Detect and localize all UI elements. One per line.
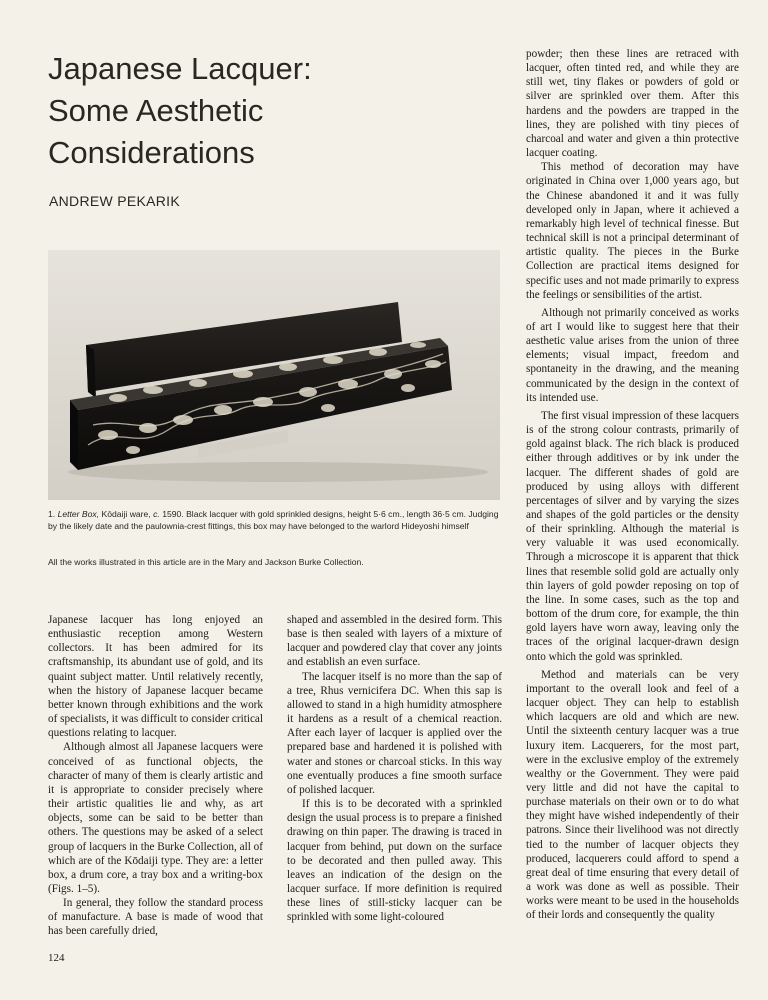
letter-box-photo xyxy=(48,250,500,500)
paragraph: shaped and assembled in the desired form. This base is then sealed with layers of a mixture of lacquer and powdered clay that cover any joints and establish an even surface. xyxy=(287,614,502,669)
paragraph: This method of decoration may have originated in China over 1,000 years ago, but the Chinese abandoned it and it was fully developed only in Japan, where it achieved a remarkably high level of technical finesse. But technical skill is not a principal determinant of artistic quality. The pieces in the Burke Collection are practical items designed for specific uses and not made primarily to express the feelings or sensibilities of the artist. xyxy=(526,161,739,301)
title-line: Some Aesthetic xyxy=(48,93,264,128)
collection-note: All the works illustrated in this article are in the Mary and Jackson Burke Collection. xyxy=(48,557,364,567)
letter-box-illustration xyxy=(48,250,500,500)
paragraph: If this is to be decorated with a sprinkled design the usual process is to prepare a finished drawing on thin paper. The drawing is traced in lacquer from behind, put down on the surface to be decorated and then pulled away. This leaves an indication of the design on the lacquer surface. If more definition is required these lines of still-sticky lacquer can be sprinkled with some light-coloured xyxy=(287,798,502,924)
figure-circa: c. xyxy=(153,509,160,519)
figure-ware: Kōdaiji ware, xyxy=(101,509,151,519)
paragraph: Although almost all Japanese lacquers were conceived of as functional objects, the character of many of them is clearly artistic and it is appropriate to consider precisely where their artistic qualities lie and why, as art objects, some can be said to be better than others. The questions may be asked of a select group of lacquers in the Burke Collection, all of which are of the Kōdaiji type. They are: a letter box, a drum core, a tray box and a writing-box (Figs. 1–5). xyxy=(48,741,263,895)
figure-caption xyxy=(48,508,503,533)
paragraph: In general, they follow the standard process of manufacture. A base is made of wood that has been carefully dried, xyxy=(48,897,263,938)
article-title xyxy=(48,48,388,174)
paragraph: Method and materials can be very important to the overall look and feel of a lacquer object. They can help to establish which lacquers are old and which are new. Until the sixteenth century lacquer was a true luxury item. Lacquerers, for the most part, were in the exclusive employ of the extremely wealthy or the Government. They were paid very little and did not have the capital to purchase materials on their own or to do what they might have wished independently of their patrons. Since their livelihood was not directly tied to the number of lacquer objects they produced, lacquerers could afford to spend a great deal of time ensuring that every detail of a work was done as well as possible. Their works were meant to be used in the households of their lords and consequently the quality xyxy=(526,668,739,922)
text-column-1 xyxy=(48,613,263,939)
title-line: Japanese Lacquer: xyxy=(48,51,312,86)
paragraph: Japanese lacquer has long enjoyed an enthusiastic reception among Western collectors. It has been admired for its craftsmanship, its abundant use of gold, and its quaint subject matter. Until relatively recently, when the history of Japanese lacquer became better known through exhibitions and the work of specialists, it was difficult to consider critical questions relating to lacquer. xyxy=(48,614,263,740)
title-line: Considerations xyxy=(48,135,255,170)
figure-caption-text: 1590. Black lacquer with gold sprinkled designs, height 5·6 cm., length 36·5 cm. Judging by the likely date and the paulownia-crest fittings, this box may have belonged to the warlord Hideyoshi himself xyxy=(48,509,499,532)
page-number: 124 xyxy=(48,952,65,964)
figure-number: 1. xyxy=(48,509,56,519)
text-column-3 xyxy=(526,47,739,923)
paragraph: powder; then these lines are retraced with lacquer, often tinted red, and while they are still wet, tiny flakes or powders of gold or silver are sprinkled over them. After this hardens and the powders are trapped in the lines, they are polished with tiny pieces of charcoal and water and given a thin protective lacquer coating. xyxy=(526,48,739,160)
figure-object-name: Letter Box, xyxy=(57,509,100,519)
paragraph: Although not primarily conceived as works of art I would like to suggest here that their aesthetic value arises from the union of three elements; visual impact, freedom and spontaneity in the drawing, and the meaning communicated by the design in the context of its intended use. xyxy=(526,306,739,404)
paragraph: The first visual impression of these lacquers is of the strong colour contrasts, primarily of gold against black. The rich black is produced either through additives or by ink under the lacquer. The different shades of gold are produced by using alloys with different percentages of silver and by varying the sizes and shapes of the gold particles or the density of their sprinkling. Although the material is very valuable it was used economically. Through a microscope it is apparent that thick lines that resemble solid gold are actually only thin layers of gold powder reposing on top of the line. In some cases, such as the top and bottom of the drum core, for example, the thin gold layers have worn away, leaving only the traces of the original lacquer-drawn design onto which the gold was sprinkled. xyxy=(526,409,739,663)
paragraph: The lacquer itself is no more than the sap of a tree, Rhus vernicifera DC. When this sap is allowed to stand in a high humidity atmosphere it hardens as a result of a chemical reaction. After each layer of lacquer is applied over the prepared base and hardened it is polished with water and stones or charcoal sticks. In this way one eventually produces a fine smooth surface of polished lacquer. xyxy=(287,670,502,796)
text-column-2 xyxy=(287,613,502,924)
author-byline: ANDREW PEKARIK xyxy=(49,193,180,209)
